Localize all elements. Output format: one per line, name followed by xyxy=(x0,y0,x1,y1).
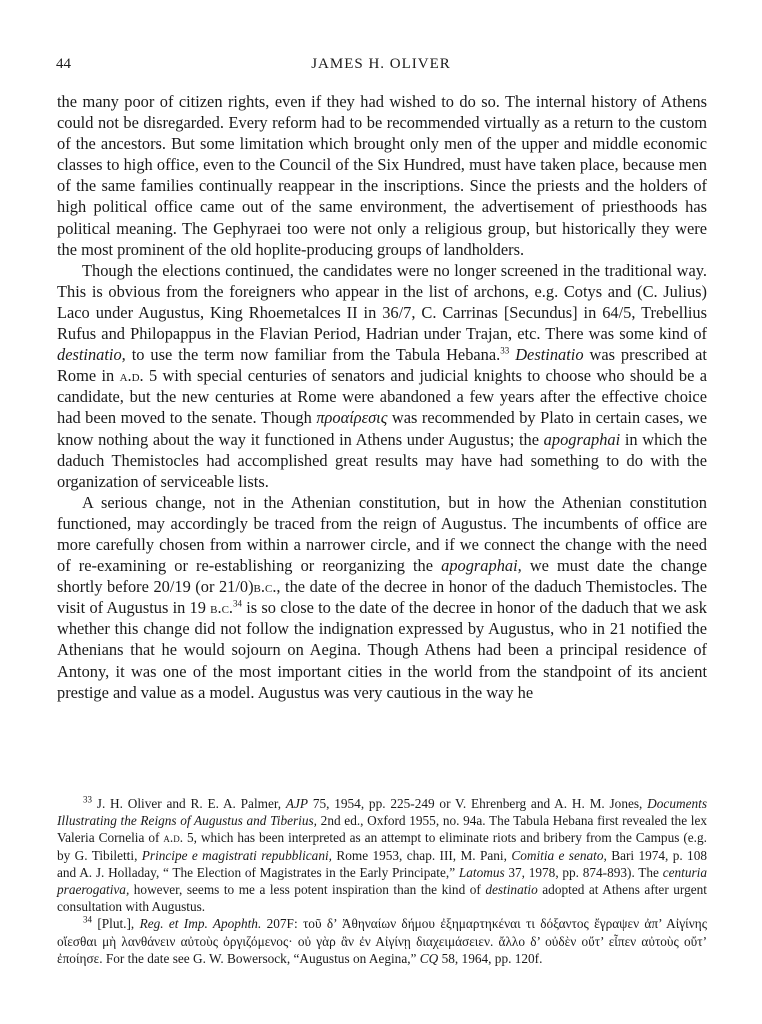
greek-quotation: τοῦ δ’ Ἀθηναίων δήμου ἐξημαρτηκέναι τι δόξαντος ἔγραψεν ἀπ’ Αἰγίνης οἴεσθαι μὴ λανθάνειν αὐτοὺς ὀργιζόμενος· οὐ γὰρ ἂν ἐν Αἰγίνῃ διαχειμάσειεν. ἄλλο δ’ οὐδὲν οὔτ’ εἶπεν αὐτοὺς οὔτ’ ἐποίησε. xyxy=(57,916,707,966)
footnote-34: $^{34}$ [Plut.], Reg. et Imp. Apophth. 207F: τοῦ δ’ Ἀθηναίων δήμου ἐξημαρτηκέναι τι δόξαντος ἔγραψεν ἀπ’ Αἰγίνης οἴεσθαι μὴ λανθάνειν αὐτοὺς ὀργιζόμενος· οὐ γὰρ ἂν ἐν Αἰγίνῃ διαχειμάσειεν. ἄλλο δ’ οὐδὲν οὔτ’ εἶπεν αὐτοὺς οὔτ’ ἐποίησε. For the date see G. W. Bowersock, “Augustus on Aegina,” CQ 58, 1964, pp. 120f. xyxy=(57,915,707,966)
body-text xyxy=(57,91,707,703)
greek-term: προαίρεσις xyxy=(316,408,388,428)
footnote-33: $^{33}$ J. H. Oliver and R. E. A. Palmer, AJP 75, 1954, pp. 225-249 or V. Ehrenberg and A. H. M. Jones, Documents Illustrating the Reigns of Augustus and Tiberius, 2nd ed., Oxford 1955, no. 94a. The Tabula Hebana first revealed the lex Valeria Cornelia of a.d. 5, which has been interpreted as an attempt to eliminate riots and bribery from the Campus (e.g. by G. Tibiletti, Principe e magistrati repubblicani, Rome 1953, chap. III, M. Pani, Comitia e senato, Bari 1974, p. 108 and A. J. Holladay, “ The Election of Magistrates in the Early Principate,” Latomus 37, 1978, pp. 874-893). The centuria praerogativa, however, seems to me a less potent inspiration than the kind of destinatio adopted at Athens after urgent consultation with Augustus. xyxy=(57,794,708,915)
footnote-ref-34: 34 xyxy=(233,598,243,609)
running-head: JAMES H. OLIVER xyxy=(311,56,451,72)
footnote-ref-33: 33 xyxy=(500,345,510,356)
footnotes xyxy=(57,795,707,967)
page-number: 44 xyxy=(56,56,71,72)
page-header xyxy=(56,56,706,78)
paragraph-2: Though the elections continued, the candidates were no longer screened in the traditional way. This is obvious from the foreigners who appear in the list of archons, e.g. Cotys and (C. Julius) Laco under Augustus, King Rhoemetalces II in 36/7, C. Carrinas [Secundus] in 64/5, Trebellius Rufus and Philopappus in the Flavian Period, Hadrian under Trajan, etc. There was some kind of destinatio, to use the term now familiar from the Tabula Hebana.$^{33}$ Destinatio was prescribed at Rome in a.d. 5 with special centuries of senators and judicial knights to choose who should be a candidate, but the new centuries at Rome were abandoned a few years after the effective choice had been moved to the senate. Though προαίρεσις was recommended by Plato in certain cases, we know nothing about the way it functioned in Athens under Augustus; the apographai in which the daduch Themistocles had accomplished great results may have had something to do with the organization of serviceable lists. xyxy=(57,260,708,491)
paragraph-3: A serious change, not in the Athenian constitution, but in how the Athenian constitution functioned, may accordingly be traced from the reign of Augustus. The incumbents of office are more carefully chosen from within a narrower circle, and if we connect the change with the need of re-examining or re-establishing or reorganizing the apographai, we must date the change shortly before 20/19 (or 21/0)b.c., the date of the decree in honor of the daduch Themistocles. The visit of Augustus in 19 b.c.$^{34}$ is so close to the date of the decree in honor of the daduch that we ask whether this change did not follow the indignation expressed by Augustus, who in 21 notified the Athenians that he would sojourn on Aegina. Though Athens had been a principal residence of Antony, it was one of the most important cities in the world from the standpoint of its ancient prestige and value as a model. Augustus was very cautious in the way he xyxy=(57,492,707,702)
paragraph-1: the many poor of citizen rights, even if they had wished to do so. The internal history of Athens could not be disregarded. Every reform had to be recommended virtually as a return to the custom of the ancestors. But some limitation which brought only men of the upper and middle economic classes to high office, even to the Council of the Six Hundred, must have taken place, because men of the same families continually reappear in the inscriptions. Since the priests and the holders of high political office came out of the same environment, the advertisement of priesthoods has political meaning. The Gephyraei too were not only a religious group, but historically they were the most prominent of the old hoplite-producing groups of landholders. xyxy=(57,92,707,259)
